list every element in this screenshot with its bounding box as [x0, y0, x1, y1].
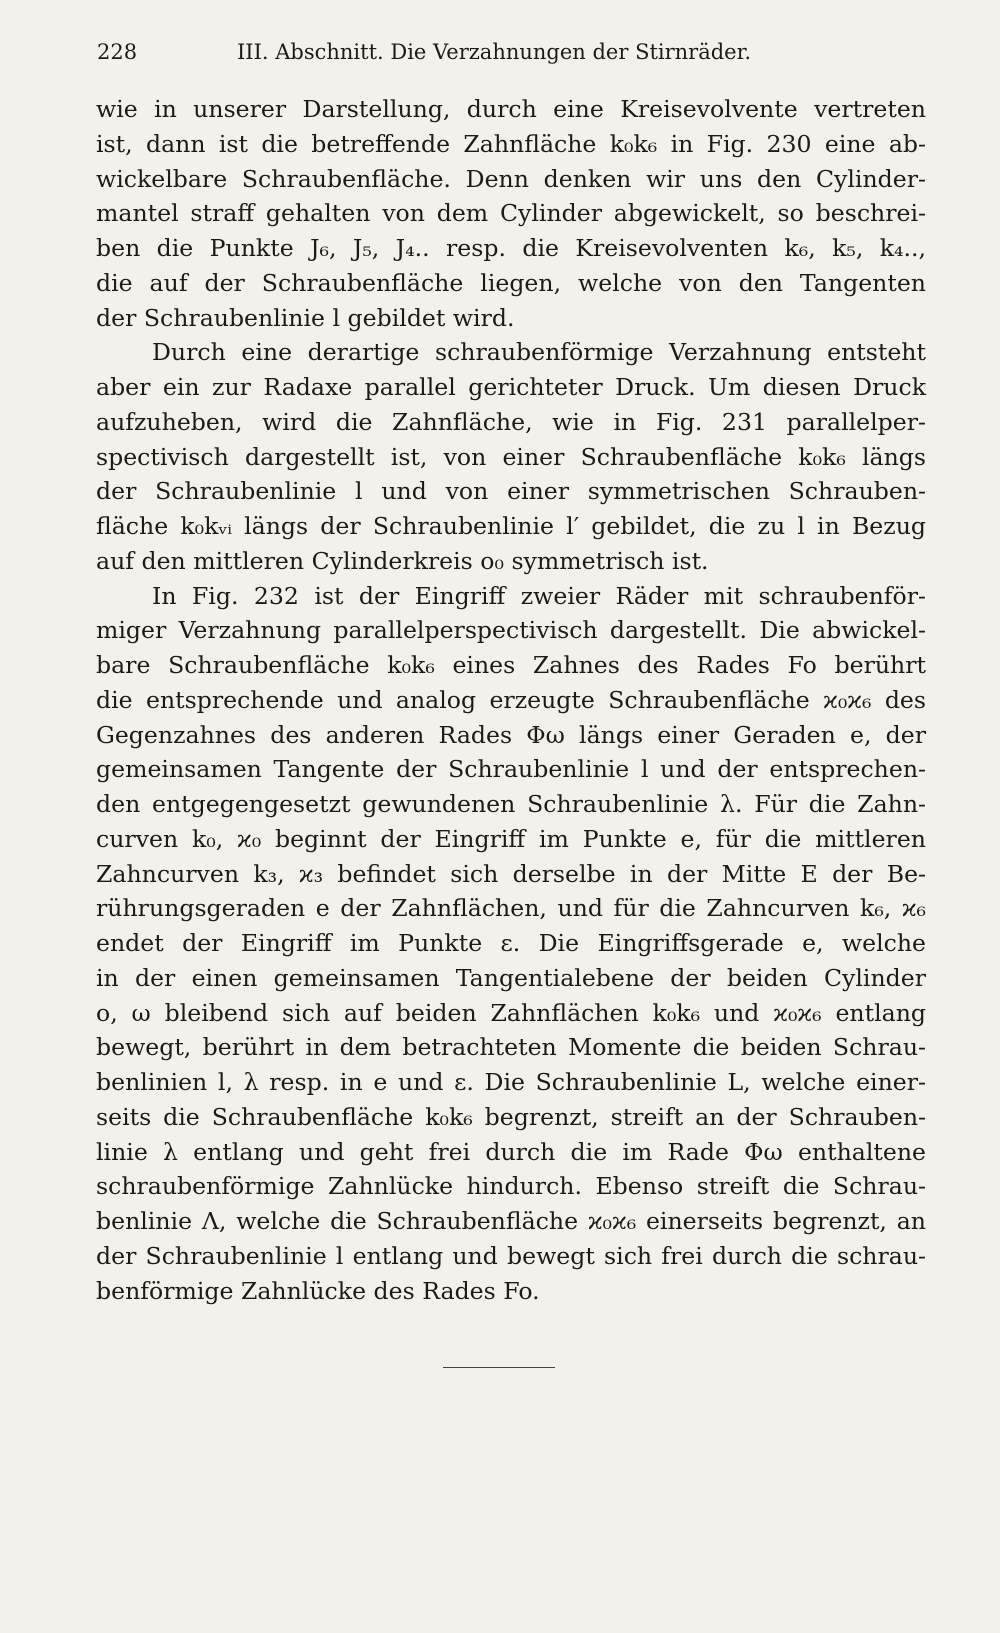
- text-line: endet der Eingriff im Punkte ε. Die Eingriffsgerade e, welche: [96, 929, 926, 957]
- text-line: benlinien l, λ resp. in e und ε. Die Schraubenlinie L, welche einer-: [96, 1068, 926, 1096]
- text-line: ben die Punkte J₆, J₅, J₄.. resp. die Kreisevolventen k₆, k₅, k₄..,: [96, 234, 926, 262]
- running-head: III. Abschnitt. Die Verzahnungen der Stirnräder.: [237, 40, 752, 64]
- text-line: rührungsgeraden e der Zahnflächen, und für die Zahncurven k₆, ϰ₆: [96, 894, 926, 923]
- text-line: linie λ entlang und geht frei durch die im Rade Φω enthaltene: [96, 1137, 926, 1166]
- text-line: o, ω bleibend sich auf beiden Zahnflächen k₀k₆ und ϰ₀ϰ₆ entlang: [96, 998, 926, 1027]
- page-header: [97, 36, 924, 68]
- text-line: der Schraubenlinie l gebildet wird.: [96, 303, 515, 332]
- text-line: bare Schraubenfläche k₀k₆ eines Zahnes des Rades Fo berührt: [96, 651, 926, 679]
- text-line: die entsprechende und analog erzeugte Schraubenfläche ϰ₀ϰ₆ des: [96, 685, 926, 714]
- paragraph: [96, 579, 926, 1309]
- text-line: Durch eine derartige schraubenförmige Verzahnung entsteht: [152, 338, 926, 367]
- text-line: Gegenzahnes des anderen Rades Φω längs einer Geraden e, der: [96, 720, 926, 749]
- text-line: In Fig. 232 ist der Eingriff zweier Räder mit schraubenför-: [152, 581, 926, 610]
- text-line: der Schraubenlinie l und von einer symmetrischen Schrauben-: [96, 477, 926, 506]
- text-line: aber ein zur Radaxe parallel gerichteter Druck. Um diesen Druck: [96, 373, 926, 401]
- text-line: benförmige Zahnlücke des Rades Fo.: [96, 1276, 540, 1305]
- text-line: ist, dann ist die betreffende Zahnfläche k₀k₆ in Fig. 230 eine ab-: [96, 129, 926, 158]
- text-line: gemeinsamen Tangente der Schraubenlinie l und der entsprechen-: [96, 755, 926, 784]
- text-line: auf den mittleren Cylinderkreis o₀ symmetrisch ist.: [96, 546, 709, 575]
- text-line: den entgegengesetzt gewundenen Schraubenlinie λ. Für die Zahn-: [96, 790, 926, 818]
- text-line: die auf der Schraubenfläche liegen, welche von den Tangenten: [96, 268, 926, 297]
- text-line: Zahncurven k₃, ϰ₃ befindet sich derselbe in der Mitte E der Be-: [96, 859, 926, 888]
- text-line: mantel straff gehalten von dem Cylinder abgewickelt, so beschrei-: [96, 199, 926, 228]
- body-text: [96, 92, 926, 1308]
- text-line: aufzuheben, wird die Zahnfläche, wie in Fig. 231 parallelper-: [96, 407, 926, 436]
- text-line: fläche k₀kᵥᵢ längs der Schraubenlinie l′ gebildet, die zu l in Bezug: [96, 512, 926, 540]
- text-line: wie in unserer Darstellung, durch eine Kreisevolvente vertreten: [96, 95, 926, 123]
- section-end-rule: [443, 1367, 555, 1368]
- text-line: in der einen gemeinsamen Tangentialebene der beiden Cylinder: [96, 963, 926, 992]
- text-line: seits die Schraubenfläche k₀k₆ begrenzt, streift an der Schrauben-: [96, 1102, 926, 1131]
- text-line: miger Verzahnung parallelperspectivisch dargestellt. Die abwickel-: [96, 616, 926, 645]
- page-number: 228: [97, 40, 138, 64]
- text-line: wickelbare Schraubenfläche. Denn denken wir uns den Cylinder-: [96, 164, 926, 193]
- paragraph: [96, 92, 926, 335]
- text-line: benlinie Λ, welche die Schraubenfläche ϰ₀ϰ₆ einerseits begrenzt, an: [96, 1207, 926, 1235]
- paragraph: [96, 335, 926, 578]
- text-line: spectivisch dargestellt ist, von einer Schraubenfläche k₀k₆ längs: [96, 442, 926, 471]
- text-line: curven k₀, ϰ₀ beginnt der Eingriff im Punkte e, für die mittleren: [96, 824, 926, 853]
- text-line: bewegt, berührt in dem betrachteten Momente die beiden Schrau-: [96, 1033, 926, 1062]
- text-line: der Schraubenlinie l entlang und bewegt sich frei durch die schrau-: [96, 1241, 926, 1270]
- text-line: schraubenförmige Zahnlücke hindurch. Ebenso streift die Schrau-: [96, 1172, 926, 1201]
